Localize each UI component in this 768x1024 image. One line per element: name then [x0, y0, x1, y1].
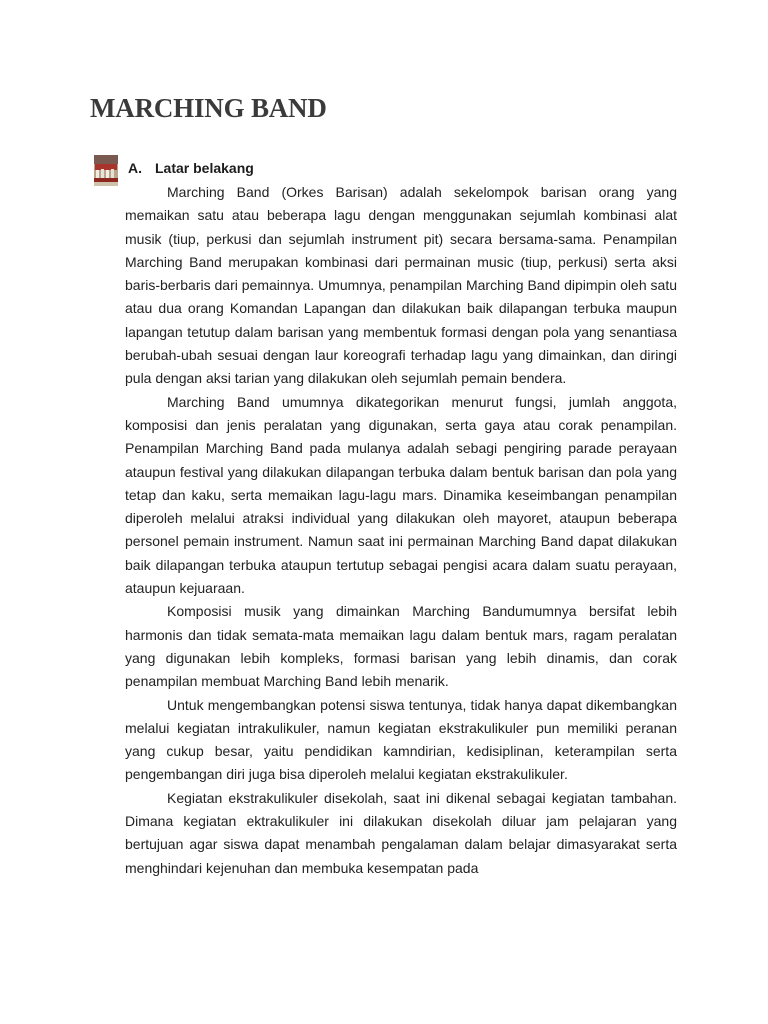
body-text — [125, 181, 677, 880]
paragraph: Kegiatan ekstrakulikuler disekolah, saat ini dikenal sebagai kegiatan tambahan. Dimana kegiatan ektrakulikuler ini dilakukan disekolah diluar jam pelajaran yang bertujuan agar siswa dapat menambah pengalaman dalam belajar dimasyarakat serta menghindari kejenuhan dan membuka kesempatan pada — [125, 789, 677, 876]
paragraph: Marching Band (Orkes Barisan) adalah sekelompok barisan orang yang memaikan satu atau beberapa lagu dengan menggunakan sejumlah kombinasi alat musik (tiup, perkusi dan sejumlah instrument pit) secara bersama-sama. Penampilan Marching Band merupakan kombinasi dari permainan music (tiup, perkusi) serta aksi baris-berbaris dari pemainnya. Umumnya, penampilan Marching Band dipimpin oleh satu atau dua orang Komandan Lapangan dan dilakukan baik dilapangan terbuka maupun lapangan tetutup dalam barisan yang membentuk formasi dengan pola yang senantiasa berubah-ubah sesuai dengan laur koreografi terhadap lagu yang dimainkan, dan diringi pula dengan aksi tarian yang dilakukan oleh sejumlah pemain bendera. — [125, 184, 677, 387]
paragraph: Untuk mengembangkan potensi siswa tentunya, tidak hanya dapat dikembangkan melalui kegiatan intrakulikuler, namun kegiatan ekstrakulikuler pun memiliki peranan yang cukup besar, yaitu pendidikan kamndirian, kedisiplinan, keterampilan serta pengembangan diri juga bisa diperoleh melalui kegiatan ekstrakulikuler. — [125, 696, 677, 783]
page-title: MARCHING BAND — [90, 93, 327, 123]
paragraph: Marching Band umumnya dikategorikan menurut fungsi, jumlah anggota, komposisi dan jenis peralatan yang digunakan, serta gaya atau corak penampilan. Penampilan Marching Band pada mulanya adalah sebagi pengiring parade perayaan ataupun festival yang dilakukan dilapangan terbuka dalam bentuk barisan dan pola yang tetap dan kaku, serta memaikan lagu-lagu mars. Dinamika keseimbangan penampilan diperoleh melalui atraksi individual yang dilakukan oleh mayoret, ataupun beberapa personel pemain instrument. Namun saat ini permainan Marching Band dapat dilakukan baik dilapangan terbuka ataupun tertutup sebagai pengisi acara dalam suatu perayaan, ataupun kejuaraan. — [125, 393, 677, 597]
section-number: A. — [128, 160, 142, 176]
marching-band-photo-thumbnail — [94, 155, 118, 186]
section-heading — [128, 160, 254, 176]
section-title: Latar belakang — [155, 160, 254, 176]
paragraph: Komposisi musik yang dimainkan Marching Bandumumnya bersifat lebih harmonis dan tidak semata-mata memaikan lagu dalam bentuk mars, ragam peralatan yang digunakan lebih kompleks, formasi barisan yang lebih dinamis, dan corak penampilan membuat Marching Band lebih menarik. — [125, 603, 677, 690]
